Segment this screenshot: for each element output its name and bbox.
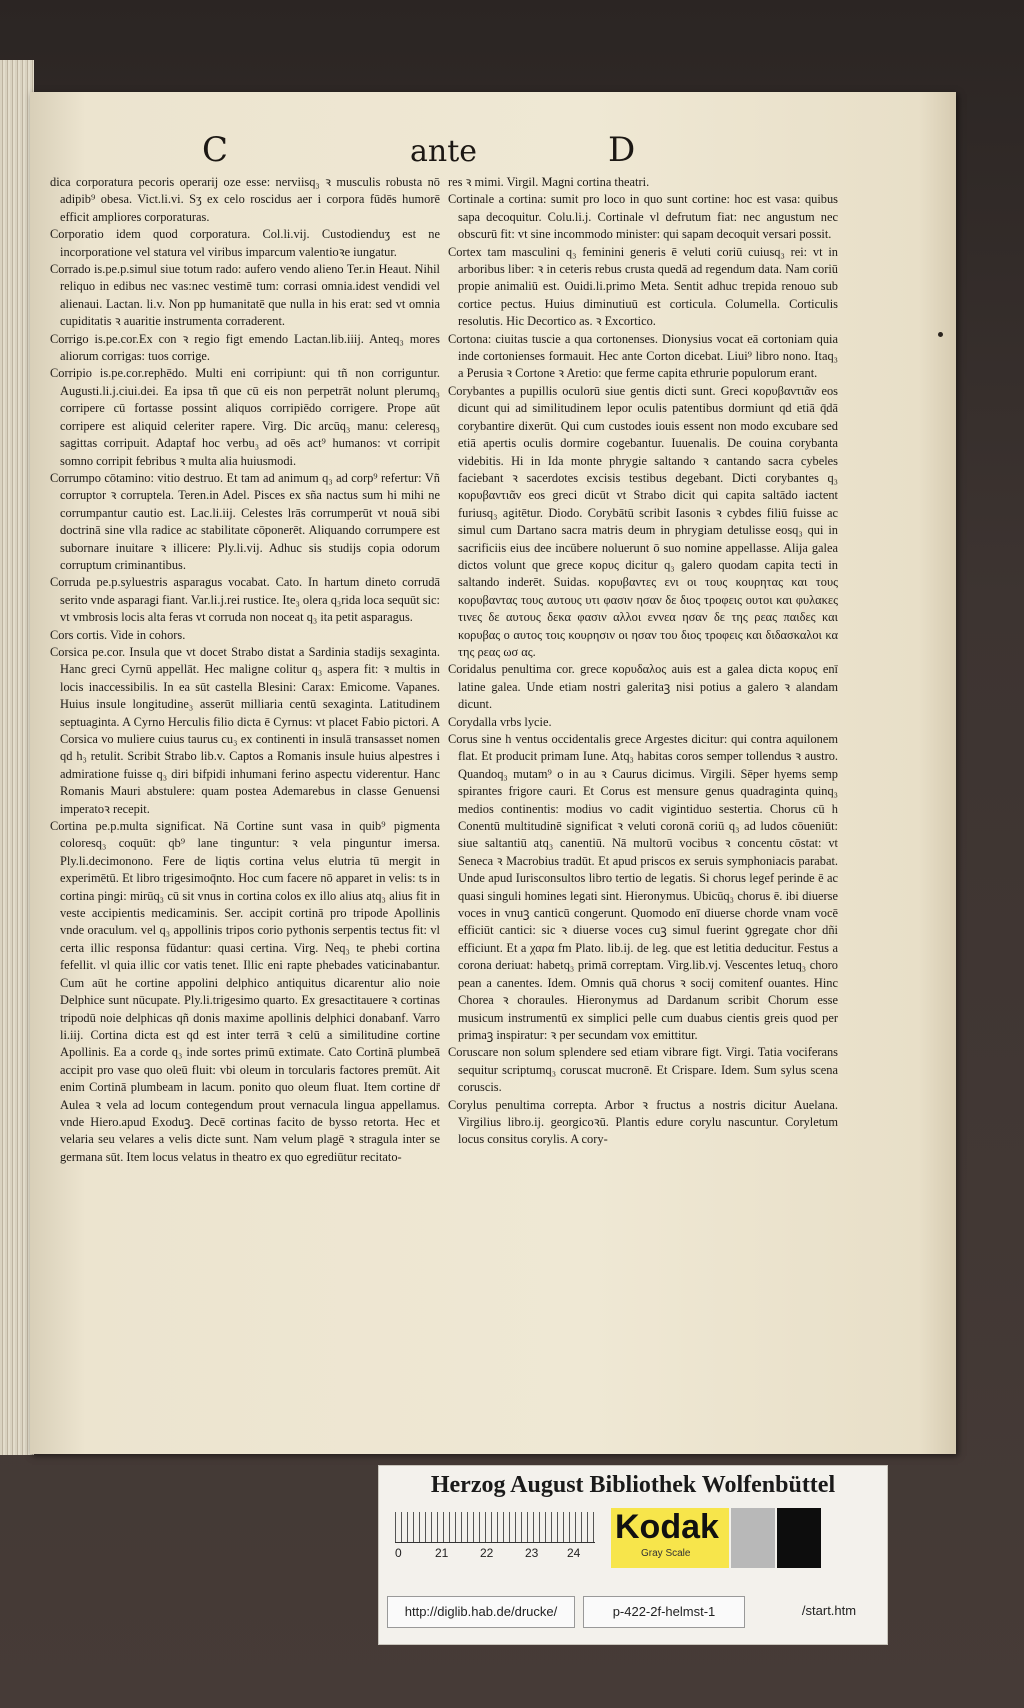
dictionary-entry: Cortona: ciuitas tuscie a qua cortonenses. Dionysius vocat eā cortoniam quia inde cortonienses formauit. Hec ante Corton dicebat. Liui⁹ libro nono. Itaq₃ a Perusia ꝛ Cortone ꝛ Aretio: que ferme capita ethrurie populorum erant. bbox=[448, 331, 838, 381]
dictionary-entry: Corrado is.pe.p.simul siue totum rado: aufero vendo alieno Ter.in Heaut. Nihil reliquo in edibus nec vas:nec vestimē tum: corrasi omnia.idest vendidi vel alienaui. Lactan. li.v. Non pp humanitatē que nulla in his erat: sed vt omnia cupiditatis ꝛ auaritie instrumenta corraderent. bbox=[50, 262, 440, 329]
ruler-number: 0 bbox=[395, 1546, 402, 1560]
ruler-number: 24 bbox=[567, 1546, 581, 1560]
ruler-number: 23 bbox=[525, 1546, 539, 1560]
dictionary-entry: Cortex tam masculini q₃ feminini generis ē veluti coriū cuiusq₃ rei: vt in arboribus liber: ꝛ in ceteris rebus crusta quedā ad regendum data. Nam coriū propie animaliū est. Ouidi.li.primo Meta. Sentit adhuc trepida renouo sub cortice pectus. Huius diminutiuū est corticula. Columella. Corticulis resolutis. Hic Decortico as. ꝛ Excortico. bbox=[448, 244, 838, 329]
dictionary-entry: Coridalus penultima cor. grece κορυδαλος auis est a galea dicta κορυς enī latine galea. Unde etiam nostri galeritaꝫ nisi potius a galero ꝛ alandam dicunt. bbox=[448, 662, 838, 712]
measure-ruler bbox=[395, 1512, 595, 1543]
dictionary-entry: dica corporatura pecoris operarij oze esse: nerviisq₃ ꝛ musculis robusta nō adipib⁹ obesa. Vict.li.vi. Sʒ ex celo roscidus aer i corpora fūdēs humorē efficit ampliores corporaturas. bbox=[50, 175, 440, 224]
dictionary-entry: Corripio is.pe.cor.rephēdo. Multi eni corripiunt: qui tñ non corriguntur. Augusti.li.j.ciui.dei. Ea ipsa tñ que cū eis non perpetrāt nolunt plerumq₃ corripere cū fortasse possint aliquos corripiēdo corrigere. Prope aūt corripere est aliquid celeriter rapere. Virg. Dic arcūq₃ manu: celeresq₃ sagittas corripuit. Adaptaf hoc verbu₃ ad oēs act⁹ humanos: vt corripit somno corripit febribus ꝛ multa alia huiusmodi. bbox=[50, 366, 440, 468]
ink-dot bbox=[938, 332, 943, 337]
source-url: http://diglib.hab.de/drucke/ bbox=[387, 1596, 575, 1628]
document-id: p-422-2f-helmst-1 bbox=[583, 1596, 745, 1628]
page-stack-edge bbox=[0, 60, 34, 1455]
dictionary-entry: res ꝛ mimi. Virgil. Magni cortina theatri. bbox=[448, 175, 650, 189]
kodak-logo bbox=[611, 1508, 729, 1568]
dictionary-entry: Corrumpo cōtamino: vitio destruo. Et tam ad animum q₃ ad corp⁹ refertur: Vñ corruptor ꝛ corruptela. Teren.in Adel. Pisces ex sña nactus sum hi mihi ne corrumpantur cautio est. Lac.li.iij. Celestes lrās corrumperūt vt nouā sibi doctrinā sine vlla radice ac stabilitate cōponerēt. Aliquando corrumpere est subornare inuitare ꝛ illicere: Ply.li.vij. Adhuc sis studijs copia odorum corruptum criminantibus. bbox=[50, 470, 440, 572]
dictionary-entry: Corporatio idem quod corporatura. Col.li.vij. Custodienduʒ est ne incorporatione vel statura vel viribus imparcum valentioꝛe iungatur. bbox=[50, 227, 440, 259]
dictionary-entry: Cortinale a cortina: sumit pro loco in quo sunt cortine: hoc est vasa: quibus sapa decoquitur. Colu.li.j. Cortinale vl defrutum fiat: nec angustum nec obscurū fit: vt sine incommodo minister: qui sapam decoquit versari possit. bbox=[448, 192, 838, 242]
header-right-initial: D bbox=[608, 130, 636, 170]
dictionary-entry: Cors cortis. Vide in cohors. bbox=[50, 627, 186, 642]
library-name: Herzog August Bibliothek Wolfenbüttel bbox=[430, 1472, 836, 1498]
manuscript-page bbox=[30, 92, 956, 1454]
black-swatch bbox=[777, 1508, 821, 1568]
dictionary-entry: Corydalla vrbs lycie. bbox=[448, 714, 552, 729]
header-left-initial: C bbox=[202, 130, 229, 170]
left-text-column bbox=[50, 174, 440, 1424]
ruler-number: 22 bbox=[480, 1546, 494, 1560]
dictionary-entry: Corybantes a pupillis oculorū siue gentis dicti sunt. Greci κορυβαντιᾶν eos dicunt qui ad similitudinem lepor oculis patentibus dormiunt qd etiā q̄dā corybantire dixerūt. Qui cum custodes iouis essent non modo excubare sed etiā apertis oculis dormire cogebantur. Iuuenalis. De couina corybanta videbitis. Hi in Ida monte phrygie saltando ꝛ cantando sacra cybeles faciebant ꝛ sacerdotes excisis testibus degebant. Dicti corybantes q₃ κορυβαντιᾶν eos greci dicūt vt Strabo dicit qui capita saltādo iactent furiusq₃ agitētur. Diodo. Corybātū scribit Iasonis ꝛ cybdes filiū fuisse ac simul cum Dartano sacra matris deum in phrygiam detulisse eosq₃ qui in sacrificiis eius dee incūbere noluerunt ō suo nomine appellasse. Alija galea dictos volunt que grece κορυς dicitur q₃ galero quodam capita tecti in saltando inderēt. Suidas. κορυβαντες ενι οι τους κουρητας και τους κορυβαντας τους αυτους υτι φασιν ησαν δε διος τροφεις ουτοι και φυλακες τινες δε αυτους δεκα φασιν αλλοι εννεα ησαν δε της ρεας παιδες και κορυβας ο αυτος τοις κουρησιν οι ησαν του διος τροφεις και διδασκαλοι κα της ρεας ωσ ας. bbox=[448, 383, 838, 659]
kodak-brand: Kodak bbox=[615, 1508, 719, 1546]
dictionary-entry: Corus sine h ventus occidentalis grece Argestes dicitur: qui contra aquilonem flat. Et producit primam Iune. Atq₃ habitas coros semper tollendus ꝛ austro. Quandoq₃ mutam⁹ o in au ꝛ Caurus dicimus. Virgili. Sēper hyems semp spirantes frigore cauri. Et Corus est mensure genus quadraginta quinq₃ medios continentis: modius vo cadit vigintiduo sestertia. Chorus cū h Conentū multitudinē significat ꝛ veluti coronā coriū q₃ ad ludos cōueniūt: siue saltantiū atq₃ canentiū. Nā multorū vocibus ꝛ concentu cōstat: vt Seneca ꝛ Macrobius tradūt. Et apud priscos ex seruis symphoniacis parabat. Unde apud Iurisconsultos libro tertio de legatis. Si chorus legef perinde ē ac quasi singuli homines legati sint. Hieronymus. Ubicūq₃ chorus ē. ibi diuerse voces in vnuꝫ canticū congerunt. Quomodo enī diuerse chorde vnam vocē efficiūt cantici: sic ꝛ diuerse voces cuꝫ simul fuerint ꝯgregate chor dñi efficiunt. Et a χαρα fm Plato. lib.ij. de leg. que est letitia deducitur. Festus a corona deriuat: habetq₃ primā correptam. Virg.lib.vj. Vescentes letuq₃ choro pean a canentes. Idem. Omnis quā chorus ꝛ socij comitenf ouantes. Hinc Chorea ꝛ choraules. Hieronymus ad Dardanum scribit Chorum esse musicum instrumentū ex simplici pelle cum duabus cientis greis quod per primaꝫ inspiratur: ꝛ per secundam vox emittitur. bbox=[448, 732, 838, 1042]
header-center-word: ante bbox=[410, 134, 478, 169]
gray-scale-label: Gray Scale bbox=[641, 1548, 691, 1559]
dictionary-entry: Corylus penultima correpta. Arbor ꝛ fructus a nostris dicitur Auelana. Virgilius libro.ij. georgicoꝛū. Plantis edure corylu nascuntur. Coryletum locus consitus corylis. A cory- bbox=[448, 1097, 838, 1147]
dictionary-entry: Cortina pe.p.multa significat. Nā Cortine sunt vasa in quib⁹ pigmenta coloresq₃ coquūt: qb⁹ lane tinguntur: ꝛ vela pinguntur imersa. Ply.li.decimonono. Fere de liqtis cortina velus elutria tū mergit in experimētū. Et libro trigesimoq̄nto. Hoc cum facere nō apparet in velis: ts in cortina pingi: mirūq₃ cū sit vnus in cortina colos ex illo alius atq₃ alius fit in veste accipientis medicaminis. Ser. accipit cortinā pro tripode Apollinis vnde oraculum. vel q₃ appollinis tripos corio pythonis serpentis tectus fit: vl certa illic responsa fūdantur: quasi certina. Virg. Neq₃ te phebi cortina fefellit. vl quia illic cor vatis tenet. Illic eni rapte phebades vaticinabantur. Cum aūt he cortine appolini delphico antiquitus dicarentur alio noie Delphice sunt nūcupate. Ply.li.trigesimo quarto. Ex gresactitauere ꝛ cortinas tripodū noie delphicas qñ donis maxime apollinis delphici donabanf. Varro li.iij. Cortina dicta est qd est inter terrā ꝛ celū a similitudine cortine Apollinis. Ea a corde q₃ inde sortes primū extimate. Cato Cortinā plumbeā accipit pro vase quo oleū fluit: vbi oleum in torcularis factores premūt. Ait enim Cortinā plumbeam in lacum. ponito quo oleum fluat. Item cortine dr̄ Aulea ꝛ vela ad locum contegendum prout vernacula lingua appellamus. vnde Hiero.apud Exoduꝫ. Decē cortinas facito de bysso retorta. Hec et velaria seu velares a velis dicte sunt. Nam velum plagē ꝛ stragula inter se germana sūt. Item locus velatus in theatro ex quo egrediūtur recitato- bbox=[50, 819, 440, 1164]
start-link: /start.htm bbox=[801, 1603, 857, 1618]
gray-swatch bbox=[731, 1508, 775, 1568]
dictionary-entry: Coruscare non solum splendere sed etiam vibrare figt. Virgi. Tatia vociferans sequitur scriptumq₃ coruscat mucronē. Et Crispare. Idem. Sum sylus scena coruscis. bbox=[448, 1045, 838, 1095]
kodak-color-card bbox=[378, 1465, 888, 1645]
running-header bbox=[30, 130, 956, 180]
right-text-column bbox=[448, 174, 838, 1424]
dictionary-entry: Corruda pe.p.syluestris asparagus vocabat. Cato. In hartum dineto corrudā serito vnde asparagi fiant. Var.li.j.rei rustice. Ite₃ olera q₃rida loca sequūt sic: vt vmbrosis locis alta feras vt corruda non noceat q₃ ita petit asparagus. bbox=[50, 575, 440, 625]
ruler-number: 21 bbox=[435, 1546, 449, 1560]
dictionary-entry: Corrigo is.pe.cor.Ex con ꝛ regio figt emendo Lactan.lib.iiij. Anteq₃ mores aliorum corrigas: tuos corrige. bbox=[50, 331, 440, 364]
ruler-numbers bbox=[395, 1546, 595, 1562]
dictionary-entry: Corsica pe.cor. Insula que vt docet Strabo distat a Sardinia stadijs sexaginta. Hanc greci Cyrnū appellāt. Hec maligne colitur q₃ aspera fit: ꝛ multis in locis inaccessibilis. In ea sūt castella Blesini: Carax: Emicome. Vapanes. Huius insule longitudine₃ asserūt milliaria centū sexaginta. Latitudinem septuaginta. A Cyrno Herculis filio dicta ē Cyrnus: vt placet Fabio pictori. A Corsica vo muliere cuius taurus cu₃ ex continenti in insulā transasset nomen qd h₃ retulit. Scribit Strabo lib.v. Captos a Romanis insule huius alpestres i admiratione fuisse q₃ diri bifpidi inhumani ferino aspectu viderentur. Hanc Romanis Mauri abstulere: quam postea Ademarebus in classe Genuensi imperatoꝛ recepit. bbox=[50, 644, 440, 816]
